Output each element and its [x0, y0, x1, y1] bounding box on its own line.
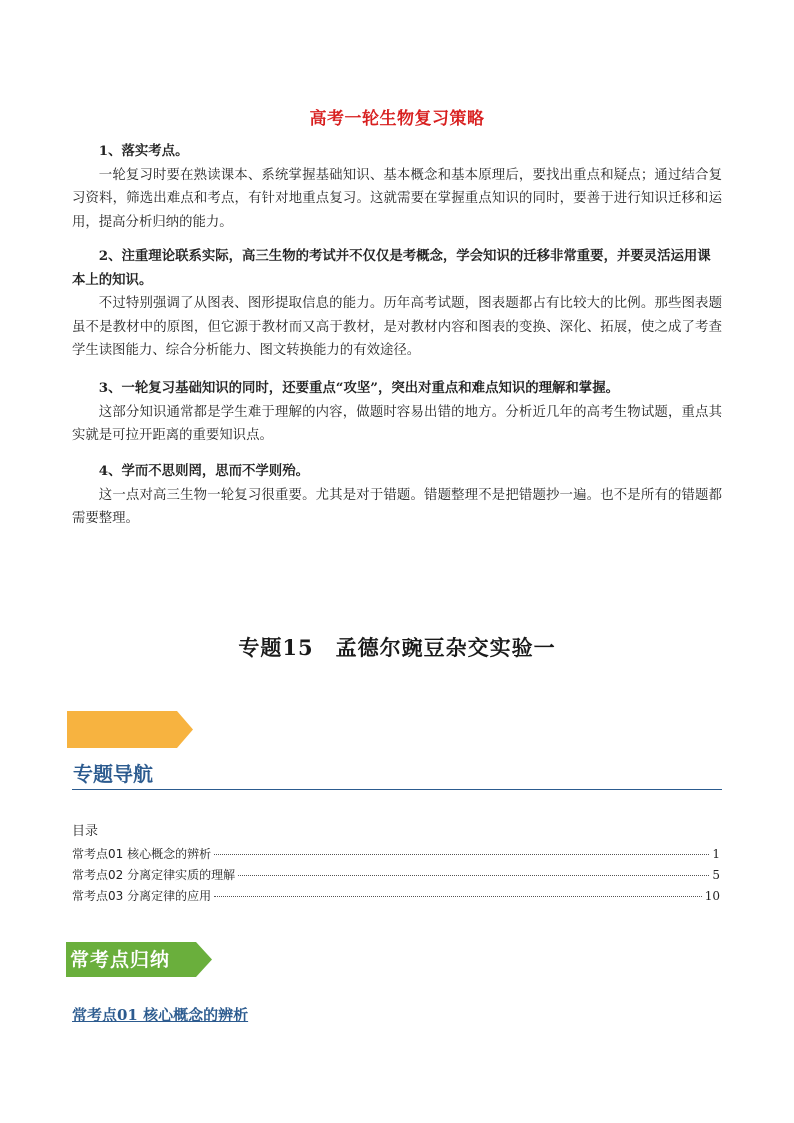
toc-item[interactable] — [72, 887, 720, 908]
strategy-point-1 — [72, 140, 722, 234]
subsection-title[interactable]: 常考点01 核心概念的辨析 — [72, 1006, 249, 1024]
point-paragraph: 不过特别强调了从图表、图形提取信息的能力。历年高考试题，图表题都占有比较大的比例。那些图表题虽不是教材中的原图，但它源于教材而又高于教材，是对教材内容和图表的变换、深化、拓展，使之成了考查学生读图能力、综合分析能力、图文转换能力的有效途径。 — [72, 296, 722, 358]
strategy-point-4 — [72, 460, 722, 531]
strategy-title: 高考一轮生物复习策略 — [309, 109, 485, 129]
toc-leader — [214, 854, 709, 855]
nav-divider — [72, 789, 722, 790]
toc-item-text: 常考点02 分离定律实质的理解 — [72, 868, 236, 882]
toc-leader — [238, 875, 709, 876]
topic-title: 专题15 孟德尔豌豆杂交实验一 — [238, 635, 556, 660]
toc-item-text: 常考点01 核心概念的辨析 — [72, 847, 212, 861]
point-heading: 4、学而不思则罔，思而不学则殆。 — [98, 463, 309, 479]
nav-title: 专题导航 — [73, 762, 153, 786]
toc-label: 目录 — [72, 824, 99, 839]
point-heading: 1、落实考点。 — [98, 143, 189, 159]
toc-item-page: 5 — [712, 868, 720, 882]
toc-item-page: 10 — [704, 889, 720, 903]
strategy-point-2 — [72, 245, 722, 363]
section-banner-label: 常考点归纳 — [70, 949, 171, 971]
toc-item[interactable] — [72, 845, 720, 866]
strategy-point-3 — [72, 377, 722, 448]
toc-item[interactable] — [72, 866, 720, 887]
point-paragraph: 这一点对高三生物一轮复习很重要。尤其是对于错题。错题整理不是把错题抄一遍。也不是所有的错题都需要整理。 — [72, 487, 722, 526]
point-paragraph: 这部分知识通常都是学生难于理解的内容，做题时容易出错的地方。分析近几年的高考生物试题，重点其实就是可拉开距离的重要知识点。 — [72, 404, 722, 443]
table-of-contents — [72, 845, 720, 908]
toc-leader — [214, 896, 702, 897]
toc-item-page: 1 — [712, 847, 720, 861]
point-paragraph: 一轮复习时要在熟读课本、系统掌握基础知识、基本概念和基本原理后，要找出重点和疑点；通过结合复习资料，筛选出难点和考点，有针对地重点复习。这就需要在掌握重点知识的同时，要善于进行知识迁移和运用，提高分析归纳的能力。 — [72, 167, 722, 230]
nav-banner-arrow — [67, 711, 193, 748]
point-heading: 2、注重理论联系实际，高三生物的考试并不仅仅是考概念，学会知识的迁移非常重要，并要灵活运用课本上的知识。 — [72, 248, 711, 288]
point-heading: 3、一轮复习基础知识的同时，还要重点“攻坚”，突出对重点和难点知识的理解和掌握。 — [98, 380, 619, 396]
toc-item-text: 常考点03 分离定律的应用 — [72, 889, 212, 903]
